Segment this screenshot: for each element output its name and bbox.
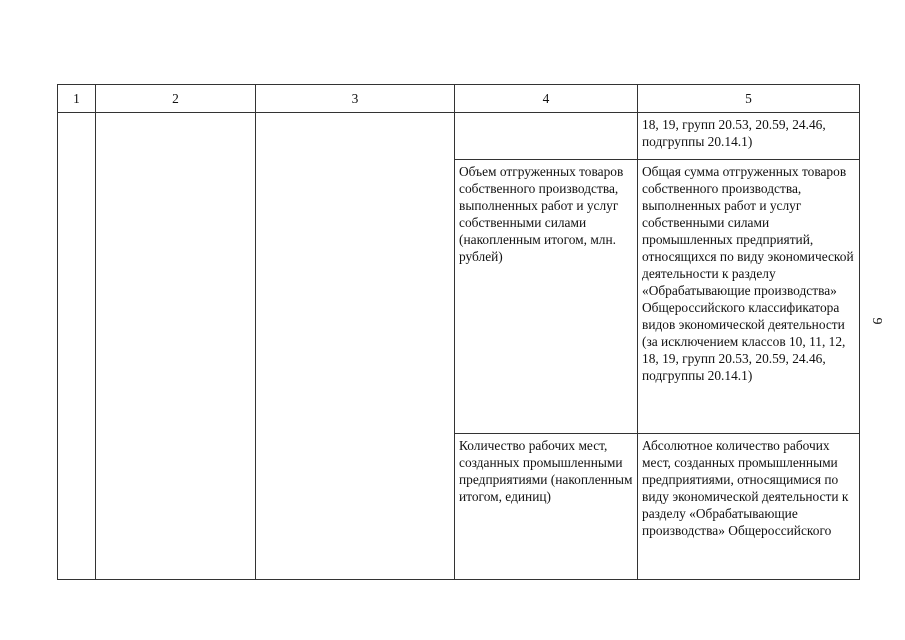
table-row bbox=[58, 113, 860, 160]
cell-text: Объем отгруженных товаров собственного производства, выполненных работ и услуг собственными силами (накопленным итогом, млн. рублей) bbox=[459, 164, 624, 264]
header-cell-5: 5 bbox=[638, 85, 860, 113]
table-cell-col4 bbox=[455, 434, 638, 580]
header-cell-1: 1 bbox=[58, 85, 96, 113]
table-cell-col5 bbox=[638, 434, 860, 580]
table-header-row bbox=[58, 85, 860, 113]
cell-text: Количество рабочих мест, созданных промышленными предприятиями (накопленным итогом, единиц) bbox=[459, 438, 633, 504]
header-cell-2: 2 bbox=[96, 85, 256, 113]
page-number: 9 bbox=[869, 317, 884, 325]
data-table bbox=[57, 84, 860, 580]
table-cell-col5 bbox=[638, 160, 860, 434]
cell-text: Общая сумма отгруженных товаров собственного производства, выполненных работ и услуг собственными силами промышленных предприятий, относящихся по виду экономической деятельности к разделу «Обрабатывающие производства» Общероссийского классификатора видов экономической деятельности (за исключением классов 10, 11, 12, 18, 19, групп 20.53, 20.59, 24.46, подгруппы 20.14.1) bbox=[642, 164, 854, 383]
table-cell-col5 bbox=[638, 113, 860, 160]
header-cell-3: 3 bbox=[256, 85, 455, 113]
header-cell-4: 4 bbox=[455, 85, 638, 113]
table-cell-col2 bbox=[96, 113, 256, 580]
cell-text: Абсолютное количество рабочих мест, созданных промышленными предприятиями, относящимися по виду экономической деятельности к разделу «Обрабатывающие производства» Общероссийского bbox=[642, 438, 849, 538]
table-cell-col1 bbox=[58, 113, 96, 580]
table-cell-col4 bbox=[455, 113, 638, 160]
table-cell-col3 bbox=[256, 113, 455, 580]
cell-text: 18, 19, групп 20.53, 20.59, 24.46, подгруппы 20.14.1) bbox=[642, 117, 826, 149]
table-cell-col4 bbox=[455, 160, 638, 434]
cell-text bbox=[455, 113, 637, 116]
